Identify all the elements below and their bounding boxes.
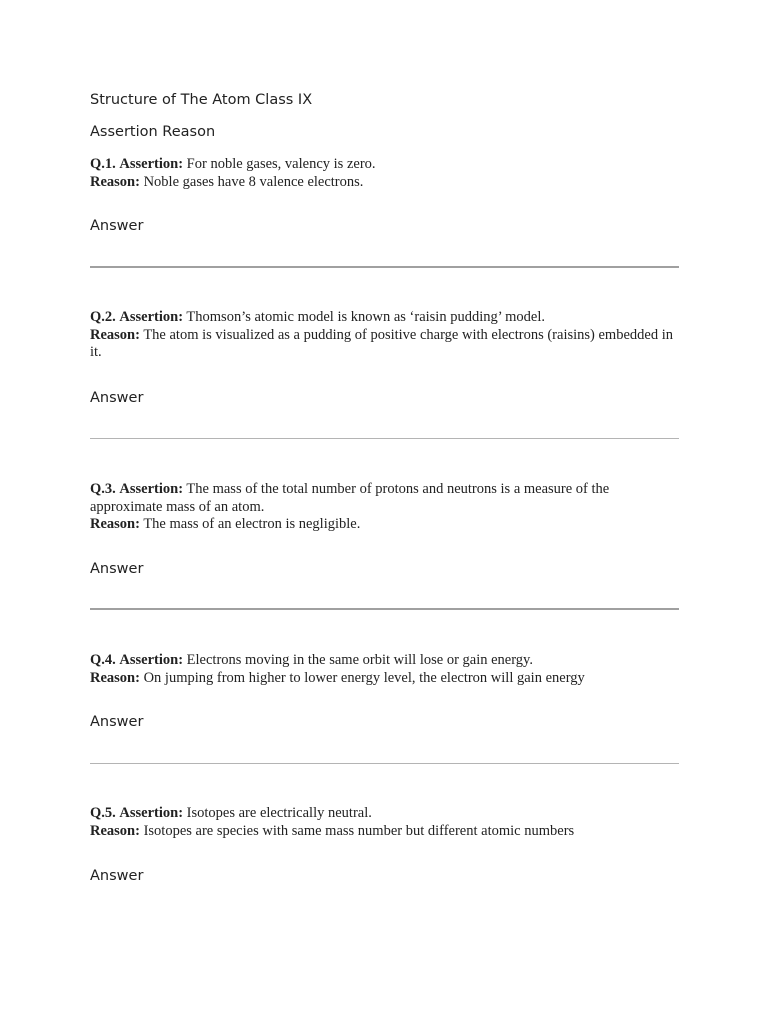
question-4 [90,652,680,687]
answer-toggle-1[interactable]: Answer [90,218,144,234]
divider [90,438,679,439]
question-2 [90,309,680,362]
reason-label: Reason: [90,822,140,839]
assertion-text: For noble gases, valency is zero. [186,156,376,172]
reason-label: Reason: [90,173,140,190]
assertion-text: Electrons moving in the same orbit will lose or gain energy. [186,652,533,668]
reason-text: Noble gases have 8 valence electrons. [143,173,364,190]
question-number: Q.3. [90,481,116,497]
assertion-text: Isotopes are electrically neutral. [186,805,372,821]
assertion-label: Assertion: [119,481,184,497]
reason-label: Reason: [90,326,140,343]
divider [90,608,679,610]
question-number: Q.2. [90,309,116,325]
assertion-label: Assertion: [119,156,184,172]
question-1 [90,156,680,191]
answer-toggle-4[interactable]: Answer [90,714,144,730]
reason-line [90,670,680,688]
assertion-text: The mass of the total number of protons and neutrons is a measure of the approximate mass of an atom. [90,481,610,515]
question-number: Q.1. [90,156,116,172]
question-3 [90,481,680,534]
assertion-label: Assertion: [119,652,184,668]
reason-label: Reason: [90,516,140,532]
reason-line [90,516,680,534]
reason-text: Isotopes are species with same mass number but different atomic numbers [143,822,575,839]
assertion-line [90,481,680,516]
assertion-label: Assertion: [119,805,184,821]
divider [90,266,679,268]
assertion-line [90,652,680,670]
assertion-label: Assertion: [119,309,184,325]
reason-text: On jumping from higher to lower energy level, the electron will gain energy [143,669,585,686]
reason-text: The mass of an electron is negligible. [143,516,361,532]
divider [90,763,679,764]
answer-toggle-2[interactable]: Answer [90,390,144,406]
answer-toggle-3[interactable]: Answer [90,561,144,577]
reason-line [90,327,680,362]
assertion-line [90,309,680,327]
assertion-line [90,156,680,174]
answer-toggle-5[interactable]: Answer [90,868,144,884]
reason-text: The atom is visualized as a pudding of positive charge with electrons (raisins) embedded in it. [90,326,673,360]
reason-line [90,174,680,192]
question-number: Q.4. [90,652,116,668]
reason-line [90,823,680,841]
assertion-text: Thomson’s atomic model is known as ‘raisin pudding’ model. [186,309,545,325]
reason-label: Reason: [90,669,140,686]
document-title: Structure of The Atom Class IX [90,92,313,108]
question-number: Q.5. [90,805,116,821]
assertion-line [90,805,680,823]
question-5 [90,805,680,840]
document-subtitle: Assertion Reason [90,124,216,140]
